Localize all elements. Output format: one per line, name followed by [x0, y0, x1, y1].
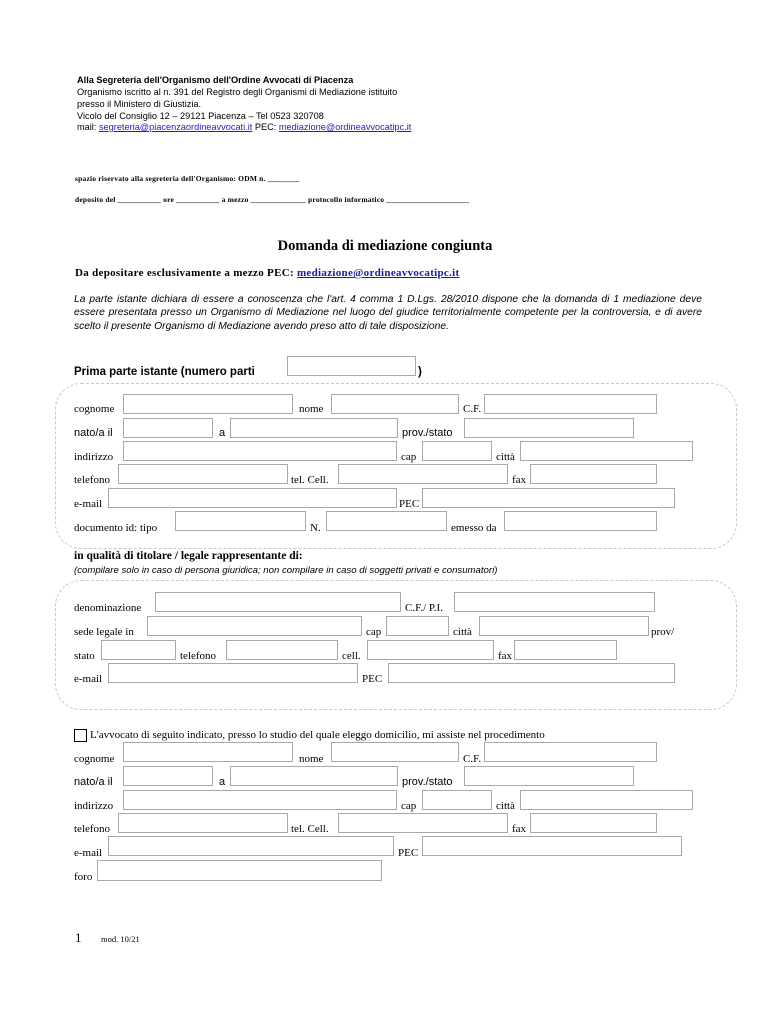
subtitle-text: Da depositare esclusivamente a mezzo PEC:: [75, 267, 297, 279]
entity-sede-label: sede legale in: [74, 626, 134, 638]
lawyer-email-label: e-mail: [74, 847, 103, 859]
entity-email-input[interactable]: [108, 663, 358, 683]
entity-email-label: e-mail: [74, 673, 103, 685]
lawyer-citta-label: città: [496, 800, 515, 812]
party-doc-number-input[interactable]: [326, 511, 447, 531]
lawyer-fax-input[interactable]: [530, 813, 657, 833]
lawyer-nome-input[interactable]: [331, 742, 459, 762]
party-email-input[interactable]: [108, 488, 397, 508]
entity-cap-input[interactable]: [386, 616, 449, 636]
lawyer-prov-label: prov./stato: [402, 776, 453, 788]
lawyer-cf-label: C.F.: [463, 753, 482, 765]
party-fax-label: fax: [512, 474, 527, 486]
party-birthplace-input[interactable]: [230, 418, 398, 438]
lawyer-telcell-label: tel. Cell.: [291, 823, 329, 835]
party-count-input[interactable]: [287, 356, 416, 376]
party-nato-label: nato/a il: [74, 427, 113, 439]
lawyer-citta-input[interactable]: [520, 790, 693, 810]
lawyer-a-label: a: [219, 776, 226, 788]
lawyer-nato-date-input[interactable]: [123, 766, 213, 786]
entity-stato-input[interactable]: [101, 640, 176, 660]
entity-cell-label: cell.: [342, 650, 361, 662]
entity-denominazione-label: denominazione: [74, 602, 142, 614]
party-indirizzo-label: indirizzo: [74, 451, 114, 463]
lawyer-checkbox[interactable]: [74, 729, 87, 742]
lawyer-cap-label: cap: [401, 800, 417, 812]
page-title: Domanda di mediazione congiunta: [277, 238, 493, 254]
subtitle-pec-link[interactable]: mediazione@ordineavvocatipc.it: [296, 267, 460, 279]
lawyer-cognome-label: cognome: [74, 753, 115, 765]
pec-label: PEC:: [252, 122, 279, 132]
subtitle: [75, 267, 460, 279]
party-pec-input[interactable]: [422, 488, 675, 508]
lawyer-prov-input[interactable]: [464, 766, 634, 786]
entity-cfpi-input[interactable]: [454, 592, 655, 612]
party-email-label: e-mail: [74, 498, 103, 510]
party-nome-label: nome: [299, 403, 324, 415]
lawyer-fax-label: fax: [512, 823, 527, 835]
entity-telefono-input[interactable]: [226, 640, 338, 660]
mail-label: mail:: [77, 122, 99, 132]
recipient-title: Alla Segreteria dell'Organismo dell'Ordine Avvocati di Piacenza: [77, 75, 354, 85]
reserved-line-2: deposito del ___________ ore ___________ a mezzo ______________ protocollo informatico _____________________: [75, 195, 470, 204]
party-citta-input[interactable]: [520, 441, 693, 461]
party-cf-input[interactable]: [484, 394, 657, 414]
recipient-contacts: [77, 121, 411, 133]
lawyer-pec-input[interactable]: [422, 836, 682, 856]
party-heading-close: ): [418, 366, 422, 378]
lawyer-pec-label: PEC: [398, 847, 419, 859]
lawyer-telefono-label: telefono: [74, 823, 111, 835]
intro-paragraph: La parte istante dichiara di essere a conoscenza che l'art. 4 comma 1 D.Lgs. 28/2010 dispone che la domanda di 1 mediazione deve essere presentata presso un Organismo di Mediazione nel luogo del giudice territorialmente competente per la controversia, e di avere scelto il presente Organismo di Mediazione avendo preso atto di tale disposizione.: [74, 294, 702, 332]
lawyer-foro-input[interactable]: [97, 860, 382, 881]
entity-sede-input[interactable]: [147, 616, 362, 636]
party-doc-type-input[interactable]: [175, 511, 306, 531]
entity-pec-label: PEC: [362, 673, 383, 685]
mail-link[interactable]: segreteria@piacenzaordineavvocati.it: [98, 122, 253, 132]
lawyer-nome-label: nome: [299, 753, 324, 765]
party-prov-input[interactable]: [464, 418, 634, 438]
party-emesso-input[interactable]: [504, 511, 657, 531]
pec-link[interactable]: mediazione@ordineavvocatipc.it: [278, 122, 412, 132]
recipient-address: Vicolo del Consiglio 12 – 29121 Piacenza – Tel 0523 320708: [77, 111, 324, 121]
party-nato-date-input[interactable]: [123, 418, 213, 438]
lawyer-email-input[interactable]: [108, 836, 394, 856]
entity-citta-label: città: [453, 626, 472, 638]
entity-citta-input[interactable]: [479, 616, 649, 636]
party-cap-label: cap: [401, 451, 417, 463]
lawyer-birthplace-input[interactable]: [230, 766, 398, 786]
entity-telefono-label: telefono: [180, 650, 217, 662]
party-heading: Prima parte istante (numero parti: [74, 366, 255, 378]
page-number: 1: [75, 930, 82, 945]
party-n-label: N.: [310, 522, 321, 534]
lawyer-telefono-input[interactable]: [118, 813, 288, 833]
party-cf-label: C.F.: [463, 403, 482, 415]
party-telefono-label: telefono: [74, 474, 111, 486]
party-telcell-input[interactable]: [338, 464, 508, 484]
entity-prov-label: prov/: [651, 626, 675, 638]
party-indirizzo-input[interactable]: [123, 441, 397, 461]
entity-fax-input[interactable]: [514, 640, 617, 660]
party-nome-input[interactable]: [331, 394, 459, 414]
lawyer-indirizzo-input[interactable]: [123, 790, 397, 810]
party-pec-label: PEC: [399, 498, 420, 510]
party-cap-input[interactable]: [422, 441, 492, 461]
lawyer-indirizzo-label: indirizzo: [74, 800, 114, 812]
entity-cap-label: cap: [366, 626, 382, 638]
entity-stato-label: stato: [74, 650, 95, 662]
entity-denominazione-input[interactable]: [155, 592, 401, 612]
entity-pec-input[interactable]: [388, 663, 675, 683]
party-doc-label: documento id: tipo: [74, 522, 158, 534]
lawyer-cf-input[interactable]: [484, 742, 657, 762]
lawyer-foro-label: foro: [74, 871, 93, 883]
lawyer-nato-label: nato/a il: [74, 776, 113, 788]
lawyer-cognome-input[interactable]: [123, 742, 293, 762]
entity-heading: in qualità di titolare / legale rappresentante di:: [74, 550, 303, 562]
lawyer-cap-input[interactable]: [422, 790, 492, 810]
party-telcell-label: tel. Cell.: [291, 474, 329, 486]
party-a-label: a: [219, 427, 226, 439]
recipient-line-3: presso il Ministero di Giustizia.: [77, 99, 202, 109]
party-citta-label: città: [496, 451, 515, 463]
party-fax-input[interactable]: [530, 464, 657, 484]
party-telefono-input[interactable]: [118, 464, 288, 484]
entity-note: (compilare solo in caso di persona giuridica; non compilare in caso di soggetti privati e consumatori): [74, 565, 498, 576]
entity-fax-label: fax: [498, 650, 513, 662]
party-cognome-label: cognome: [74, 403, 115, 415]
party-prov-label: prov./stato: [402, 427, 453, 439]
recipient-line-2: Organismo iscritto al n. 391 del Registro degli Organismi di Mediazione istituito: [77, 87, 398, 97]
lawyer-statement: L'avvocato di seguito indicato, presso lo studio del quale eleggo domicilio, mi assiste nel procedimento: [90, 729, 545, 741]
party-cognome-input[interactable]: [123, 394, 293, 414]
form-version: mod. 10/21: [101, 934, 140, 944]
reserved-line-1: spazio riservato alla segreteria dell'Organismo: ODM n. ________: [75, 174, 300, 183]
lawyer-telcell-input[interactable]: [338, 813, 508, 833]
entity-cfpi-label: C.F./ P.I.: [405, 602, 443, 614]
entity-cell-input[interactable]: [367, 640, 494, 660]
party-emesso-label: emesso da: [451, 522, 497, 534]
